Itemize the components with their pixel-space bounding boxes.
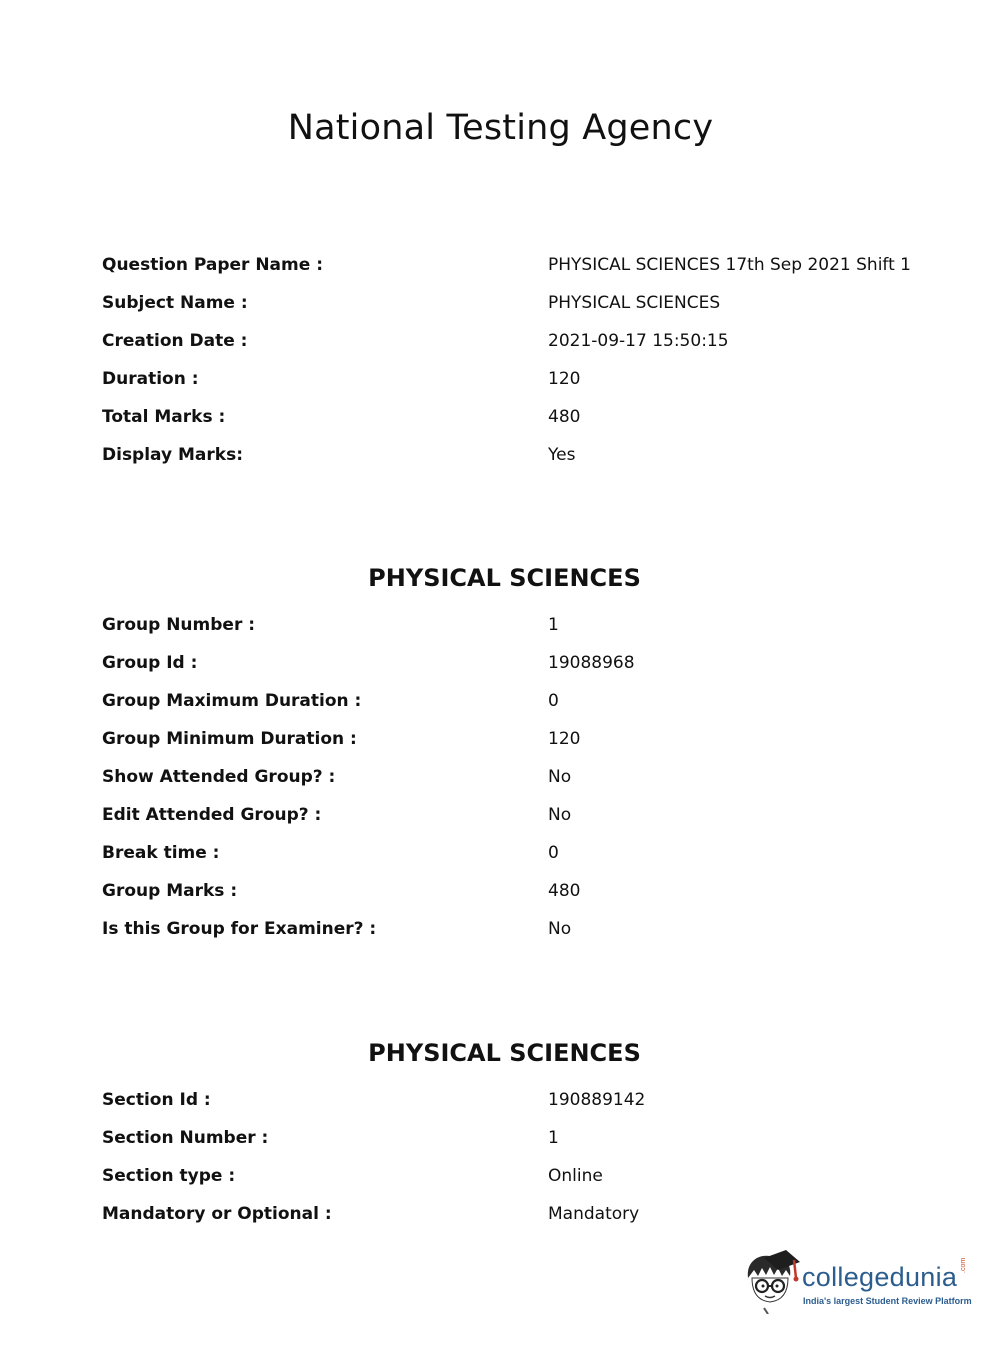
info-label: Show Attended Group? : [102,767,336,787]
info-label: Section type : [102,1166,236,1186]
info-value: 2021-09-17 15:50:15 [548,331,729,351]
info-label: Section Id : [102,1090,211,1110]
info-label: Group Marks : [102,881,238,901]
info-row [102,841,922,879]
info-row [102,1088,922,1126]
info-value: Mandatory [548,1204,640,1224]
mascot-icon [742,1248,800,1314]
info-row [102,727,922,765]
info-value: 0 [548,843,559,863]
info-value: No [548,767,572,787]
info-value: 480 [548,407,581,427]
section-info [102,1088,922,1240]
section-heading: PHYSICAL SCIENCES [368,1039,641,1067]
group-info [102,613,922,955]
info-value: PHYSICAL SCIENCES [548,293,721,313]
logo-brand: collegedunia [802,1262,958,1292]
info-row [102,879,922,917]
info-row [102,613,922,651]
info-row [102,443,922,481]
info-value: 120 [548,369,581,389]
paper-info [102,253,922,481]
logo-tagline: India's largest Student Review Platform [803,1296,972,1306]
info-label: Total Marks : [102,407,226,427]
info-value: No [548,805,572,825]
info-label: Edit Attended Group? : [102,805,322,825]
info-value: 480 [548,881,581,901]
info-value: 19088968 [548,653,635,673]
info-row [102,1126,922,1164]
info-value: 0 [548,691,559,711]
info-value: PHYSICAL SCIENCES 17th Sep 2021 Shift 1 [548,255,911,275]
logo-dotcom: .com [960,1257,967,1273]
info-row [102,253,922,291]
info-label: Question Paper Name : [102,255,323,275]
info-label: Mandatory or Optional : [102,1204,332,1224]
info-row [102,1202,922,1240]
info-row [102,917,922,955]
info-row [102,765,922,803]
info-row [102,405,922,443]
info-value: Online [548,1166,603,1186]
info-value: 1 [548,1128,559,1148]
group-heading: PHYSICAL SCIENCES [368,564,641,592]
info-label: Duration : [102,369,199,389]
info-row [102,689,922,727]
info-row [102,651,922,689]
info-value: Yes [548,445,576,465]
info-row [102,1164,922,1202]
collegedunia-logo [742,1248,972,1314]
info-row [102,803,922,841]
info-value: 190889142 [548,1090,646,1110]
info-label: Group Number : [102,615,256,635]
info-value: No [548,919,572,939]
info-label: Is this Group for Examiner? : [102,919,377,939]
info-label: Group Id : [102,653,198,673]
info-value: 1 [548,615,559,635]
info-label: Group Minimum Duration : [102,729,357,749]
info-row [102,291,922,329]
info-row [102,329,922,367]
info-row [102,367,922,405]
info-label: Break time : [102,843,220,863]
info-label: Creation Date : [102,331,248,351]
info-value: 120 [548,729,581,749]
page-title: National Testing Agency [287,108,714,148]
info-label: Subject Name : [102,293,248,313]
info-label: Group Maximum Duration : [102,691,362,711]
info-label: Section Number : [102,1128,269,1148]
info-label: Display Marks: [102,445,243,465]
